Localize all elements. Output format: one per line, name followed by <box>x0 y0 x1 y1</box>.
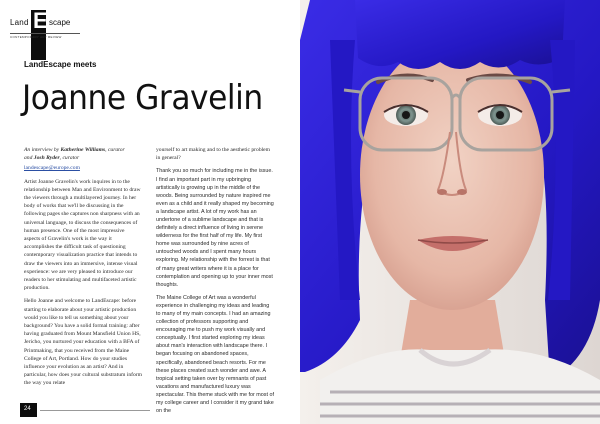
question-continuation: yourself to art making and to the aesthetic problem in general? <box>156 147 271 162</box>
article-byline <box>24 146 142 173</box>
question-paragraph: Hello Joanne and welcome to LandEscape: before starting to elaborate about your artistic production would you like to tell us something about your background? You have a solid formal training: after having graduated from Mount Mansfield Union HS, Jericho, you nurtured your education with a BFA of Printmaking, that you received from the Maine College of Art, Portland. How do your studies influence your evolution as an artist? And in particular, how does your cultural substratum inform the way you relate <box>24 298 142 387</box>
artist-portrait-photo <box>300 0 600 424</box>
page-number: 24 <box>24 406 31 412</box>
logo-rule <box>10 33 80 34</box>
left-nostril <box>437 189 447 195</box>
page-folio <box>0 403 300 417</box>
article-column-1 <box>24 146 142 393</box>
logo-scape-text: scape <box>49 18 71 27</box>
byline-and: and <box>24 155 33 162</box>
left-pupil <box>402 111 410 119</box>
hair-bangs <box>355 0 565 69</box>
author-email-link[interactable]: landescape@europe.com <box>24 165 80 172</box>
striped-shirt <box>320 349 600 424</box>
answer-paragraph-1: Thank you so much for including me in the issue. I find an important part in my upbringing artistically is growing up in the middle of the woods. Being surrounded by nature inspired me even as a child and it really shaped my becoming a landscape artist. A lot of my work has an undertone of a sublime landscape and that is definitely a direct influence of living in serene wilderness for the first half of my life. My first home was surrounded by nine acres of untouched woods and I spent many hours exploring. My relationship with the forrest is that of many great writers where it is a place for contemplation and opening up to your inner most thoughts. <box>156 168 274 288</box>
byline-author-1: Katherine Williams <box>60 147 106 153</box>
masthead-logo <box>10 8 150 48</box>
intro-paragraph: Artist Joanne Gravelin's work inquires in to the relationship between Man and Environment to draw the viewers through a multilayered journey. In her body of works that we'll be discussing in the following pages she captures non sharpness with an universal language, to discuss the consequences of human presence. One of the most impressive aspects of Gravelin's work is the way it accomplishes the difficult task of questioning contemporary visualization practice that intends to draw the viewers into an immersive, intense visual experience: we are very pleased to introduce our readers to her stimulating and multifaceted artistic production. <box>24 178 141 292</box>
byline-author-2: Josh Ryder <box>33 155 60 162</box>
byline-prefix: An interview by <box>24 147 60 153</box>
byline-author-1-role: , curator <box>105 147 125 153</box>
portrait-illustration <box>300 0 600 424</box>
article-title: Joanne Gravelin <box>22 78 263 118</box>
article-kicker: LandEscape meets <box>24 60 97 69</box>
byline-author-2-role: , curator <box>59 155 80 162</box>
answer-paragraph-2: The Maine College of Art was a wonderful experience in challenging my ideas and leading to many of my main concepts. I had an amazing collection of professors supporting and encouraging me to push my work visually and conceptually. I first started exploring my ideas about man's interaction with landscape there. I began focusing on abandoned spaces, specifically, abandoned beach resorts. For me these places created such wonder and awe. A tropical setting taken over by remnants of past vacations and manufactured luxury was spectacular. This theme stuck with me for most of my college career and I consider it my grand take on the <box>156 294 274 415</box>
folio-rule <box>40 410 150 411</box>
logo-land-text: Land <box>10 18 29 27</box>
logo-tagline: CONTEMPORARY ART REVIEW <box>10 35 62 39</box>
right-nostril <box>457 189 467 195</box>
article-column-2 <box>156 146 274 420</box>
right-pupil <box>496 111 504 119</box>
logo-e-letter: E <box>33 8 48 33</box>
